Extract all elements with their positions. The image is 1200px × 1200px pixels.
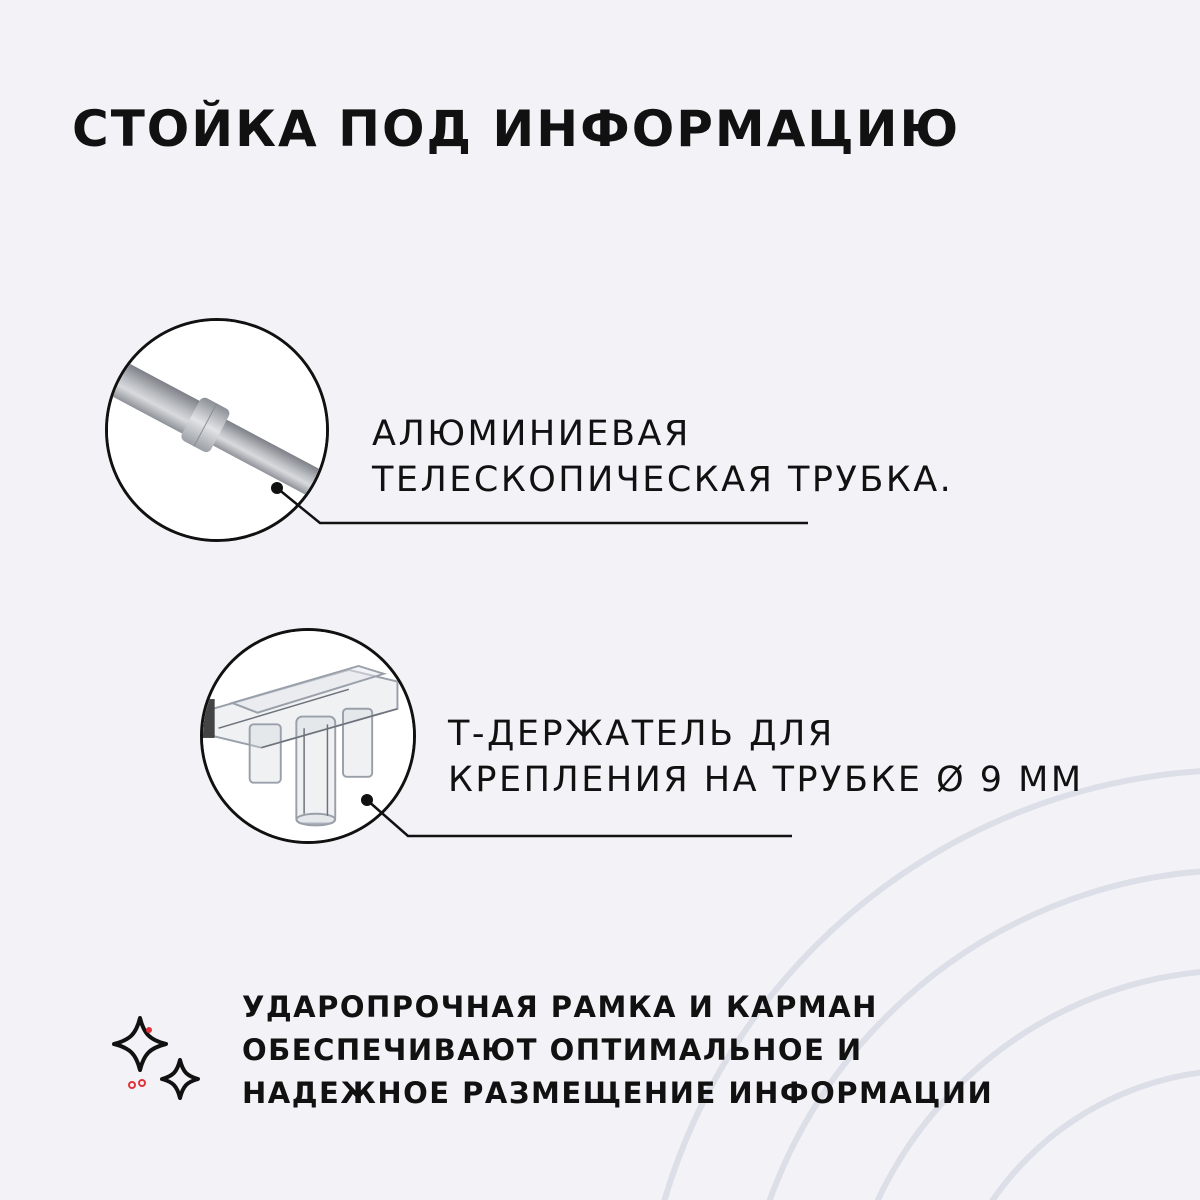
sparkle-icon [102,1012,202,1108]
callout-label-tube [372,411,953,503]
callout-label-holder-line2: КРЕПЛЕНИЯ НА ТРУБКЕ Ø 9 ММ [448,760,1084,800]
t-holder-image-circle [200,628,416,844]
tube-image-circle [105,318,329,542]
t-holder-image [203,631,413,841]
page-title: СТОЙКА ПОД ИНФОРМАЦИЮ [72,100,961,158]
callout-label-tube-line2: ТЕЛЕСКОПИЧЕСКАЯ ТРУБКА. [372,460,954,500]
callout-label-tube-line1: АЛЮМИНИЕВАЯ [372,414,691,454]
feature-line-2: ОБЕСПЕЧИВАЮТ ОПТИМАЛЬНОЕ И [242,1033,863,1067]
telescopic-tube-image [108,321,326,539]
callout-label-holder [448,711,1084,803]
feature-line-3: НАДЕЖНОЕ РАЗМЕЩЕНИЕ ИНФОРМАЦИИ [242,1076,994,1110]
callout-label-holder-line1: Т-ДЕРЖАТЕЛЬ ДЛЯ [448,714,835,754]
feature-description [242,986,993,1115]
feature-line-1: УДАРОПРОЧНАЯ РАМКА И КАРМАН [242,990,878,1024]
